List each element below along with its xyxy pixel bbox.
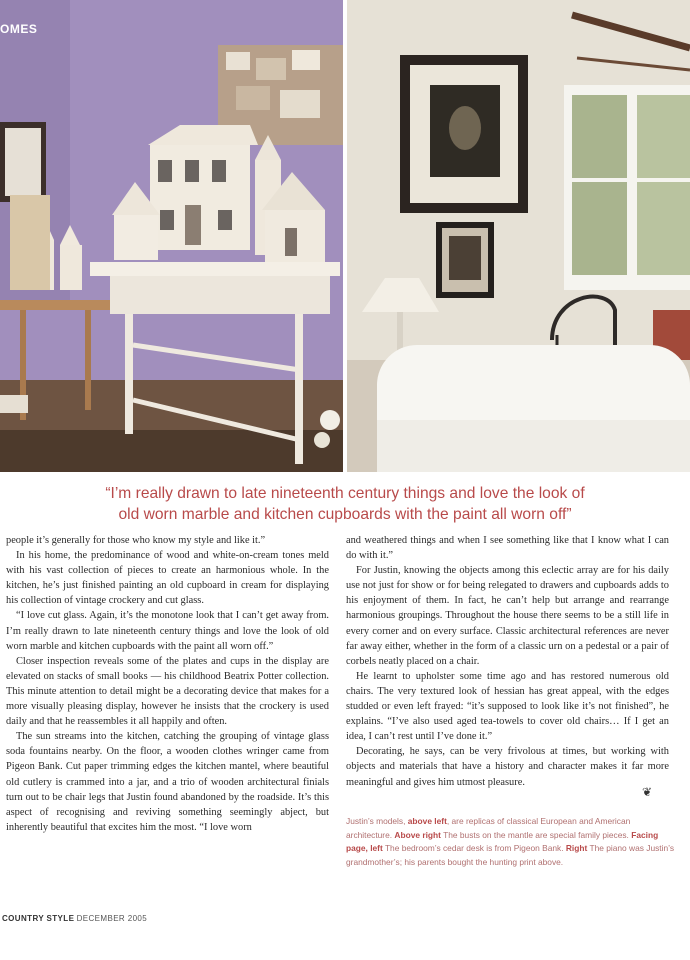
body-paragraph: In his home, the predominance of wood and white-on-cream tones meld with his vast collection of pieces to create an harmonious whole. In the kitchen, he’s just finished painting an old cupboard in cream for displaying his collection of vintage crockery and cut glass.	[6, 550, 329, 607]
magazine-name: COUNTRY STYLE	[2, 914, 75, 923]
caption-text: The piano was Justin’s grandmother’s; his parents bought the hunting print above.	[346, 843, 675, 868]
body-paragraph: Closer inspection reveals some of the plates and cups in the display are elevated on stacks of small books — his childhood Beatrix Potter collection. This minute attention to detail might be a decorating device that makes for a more visually pleasing display, however he insists that the crockery is used daily and that he reassembles it all happily and often.	[6, 655, 329, 728]
caption-heading: Right	[565, 843, 588, 854]
pull-quote-line-2: old worn marble and kitchen cupboards with the paint all worn off”	[118, 506, 572, 523]
body-column-left	[6, 533, 329, 835]
photo-captions	[346, 815, 676, 870]
caption-heading: Above right	[394, 829, 441, 840]
caption-heading: above left	[407, 816, 447, 826]
body-paragraph: For Justin, knowing the objects among this eclectic array are for his daily use not just for show or for being relegated to drawers and cupboards adds to his enjoyment of them. In fact, he can’t help but arrange and rearrange harmonious groupings. Throughout the house there seems to be a still life in every corner and on every surface. Classic architectural references are never far away either, whether in the form of a classic urn on a pedestal or a pair of corbels neatly placed on a chair.	[346, 565, 669, 667]
photo-living-room	[347, 0, 690, 472]
body-paragraph: “I love cut glass. Again, it’s the monotone look that I can’t get away from. I’m really drawn to late nineteenth century things and love the look of old worn marble and kitchen cupboards with the paint all worn off.”	[6, 610, 329, 652]
caption-text: Justin’s models,	[346, 816, 408, 826]
caption-text: , are replicas of classical European and American architecture.	[346, 816, 631, 840]
caption-heading: Facing page, left	[346, 829, 659, 854]
body-paragraph: The sun streams into the kitchen, catching the grouping of vintage glass soda fountains nearby. On the floor, a wooden clothes wringer came from Pigeon Bank. Cut paper trimming edges the kitchen mantel, where beautiful old cutlery is crammed into a jar, and a trio of wooden architectural finials turn out to be chair legs that Justin found abandoned by the roadside. It’s this aspect of recognising and reviving something seemingly abject, but inherently beautiful that excites him the most. “I love worn	[6, 731, 329, 833]
end-of-article-icon: ❦	[642, 785, 653, 799]
dollhouse-scene-illustration	[0, 0, 343, 472]
living-room-scene-illustration	[347, 0, 690, 472]
page-footer	[2, 914, 147, 923]
pull-quote	[10, 483, 680, 525]
caption-text: The bedroom’s cedar desk is from Pigeon Bank.	[382, 843, 566, 854]
photo-dollhouse-models	[0, 0, 343, 472]
body-paragraph: and weathered things and when I see something like that I know what I can do with it.”	[346, 535, 669, 562]
section-tag: OMES	[0, 22, 38, 36]
body-paragraph: Decorating, he says, can be very frivolous at times, but working with objects and materials that have a history and character makes it far more meaningful and gives him utmost pleasure.	[346, 746, 669, 788]
caption-text: The busts on the mantle are special family pieces.	[440, 829, 632, 840]
pull-quote-line-1: “I’m really drawn to late nineteenth century things and love the look of	[105, 485, 585, 502]
body-paragraph: He learnt to upholster some time ago and has restored numerous old chairs. The very textured look of hessian has great appeal, with the edges studded or even left frayed: “it’s supposed to look like it’s not finished”, he explains. “I’ve also used aged tea-towels to cover old chairs… If I get an idea, I can’t rest until I’ve done it.”	[346, 670, 669, 743]
issue-date: DECEMBER 2005	[76, 914, 148, 923]
body-column-right	[346, 533, 669, 790]
body-paragraph: people it’s generally for those who know my style and like it.”	[6, 535, 266, 546]
